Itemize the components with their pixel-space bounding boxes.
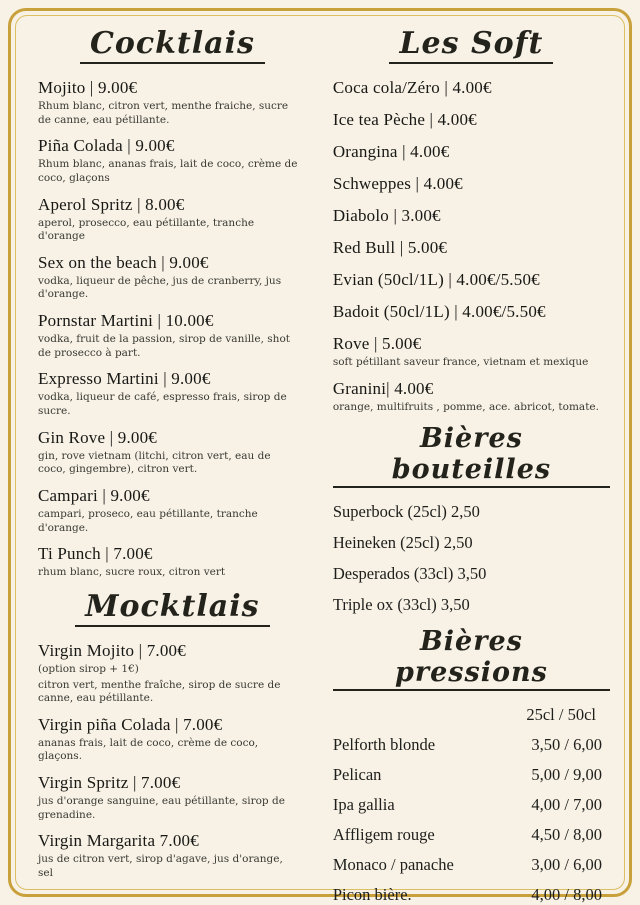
section-title-draft-beers-text: Bières pressions xyxy=(333,626,610,691)
menu-item-label: Evian (50cl/1L) | 4.00€/5.50€ xyxy=(332,270,540,289)
menu-item-desc: ananas frais, lait de coco, crème de coco, glaçons. xyxy=(38,736,259,763)
menu-item xyxy=(333,238,610,258)
menu-item-label: Affligem rouge xyxy=(332,825,435,845)
menu-item xyxy=(38,195,307,244)
menu-item-label: Pelforth blonde xyxy=(332,735,436,755)
menu-item xyxy=(333,206,610,226)
menu-item-label: Orangina | 4.00€ xyxy=(332,142,450,161)
menu-item xyxy=(38,253,307,302)
menu-item-prices: 4,00 / 7,00 xyxy=(531,795,602,815)
menu-item-label: Pornstar Martini | 10.00€ xyxy=(38,311,214,331)
menu-item-desc: jus de citron vert, sirop d'agave, jus d'orange, sel xyxy=(38,853,283,880)
menu-item-desc: vodka, liqueur de pêche, jus de cranberry, jus d'orange. xyxy=(38,274,282,301)
menu-item-desc: Rhum blanc, ananas frais, lait de coco, crème de coco, glaçons xyxy=(38,158,298,184)
menu-item xyxy=(333,795,610,815)
menu-item-label: Monaco / panache xyxy=(332,855,454,875)
menu-item xyxy=(333,78,610,98)
menu-item xyxy=(333,502,610,522)
menu-item-label: Triple ox (33cl) 3,50 xyxy=(332,595,470,615)
menu-item xyxy=(333,110,610,130)
menu-item-label: Ipa gallia xyxy=(332,795,395,815)
menu-item xyxy=(38,715,307,764)
menu-item xyxy=(38,641,307,706)
menu-item-label: Picon bière. xyxy=(332,885,412,905)
menu-item xyxy=(38,369,307,418)
menu-item-label: Heineken (25cl) 2,50 xyxy=(332,533,473,553)
menu-item-label: Gin Rove | 9.00€ xyxy=(38,427,157,447)
menu-item-label: Virgin piña Colada | 7.00€ xyxy=(38,714,223,734)
section-title-bottled-beers xyxy=(333,423,610,488)
section-title-softs xyxy=(333,26,610,64)
menu-item-label: Pelican xyxy=(332,765,382,785)
section-title-softs-text: Les Soft xyxy=(389,26,553,64)
menu-item-desc: gin, rove vietnam (litchi, citron vert, eau de coco, gingembre), citron vert. xyxy=(38,449,271,476)
section-title-mocktails xyxy=(38,589,307,627)
menu-item-label: Mojito | 9.00€ xyxy=(38,78,138,97)
menu-item xyxy=(333,735,610,755)
menu-item-label: Aperol Spritz | 8.00€ xyxy=(38,194,185,214)
menu-item xyxy=(333,564,610,584)
menu-item-desc: aperol, prosecco, eau pétillante, tranche d'orange xyxy=(38,216,255,243)
menu-item xyxy=(333,334,610,370)
menu-item xyxy=(38,831,307,880)
menu-item-label: Virgin Mojito | 7.00€ xyxy=(38,640,186,660)
menu-item-label: Piña Colada | 9.00€ xyxy=(38,136,175,156)
menu-item-desc: jus d'orange sanguine, eau pétillante, sirop de grenadine. xyxy=(38,795,285,821)
section-title-mocktails-text: Mocktlais xyxy=(75,589,269,627)
menu-item-prices: 3,00 / 6,00 xyxy=(531,855,602,875)
menu-item-label: Coca cola/Zéro | 4.00€ xyxy=(332,78,492,97)
menu-item xyxy=(333,533,610,553)
menu-item-label: Virgin Margarita 7.00€ xyxy=(38,831,199,851)
menu-item-label: Sex on the beach | 9.00€ xyxy=(38,252,209,272)
menu-item-desc: orange, multifruits , pomme, ace. abricot, tomate. xyxy=(332,400,599,413)
menu-item xyxy=(38,311,307,360)
menu-item-label: Diabolo | 3.00€ xyxy=(332,206,441,225)
menu-item xyxy=(333,270,610,290)
menu-item xyxy=(38,136,307,185)
menu-item-label: Schweppes | 4.00€ xyxy=(332,174,463,193)
menu-item xyxy=(333,855,610,875)
menu-item xyxy=(38,773,307,822)
menu-item-desc: vodka, fruit de la passion, sirop de vanille, shot de prosecco à part. xyxy=(38,333,290,359)
menu-item-desc: Rhum blanc, citron vert, menthe fraiche, sucre de canne, eau pétillante. xyxy=(38,100,289,126)
menu-item-prices: 5,00 / 9,00 xyxy=(531,765,602,785)
left-column xyxy=(38,20,307,891)
menu-item-desc: citron vert, menthe fraîche, sirop de sucre de canne, eau pétillante. xyxy=(38,678,281,705)
menu-item xyxy=(333,174,610,194)
menu-item-label: Ti Punch | 7.00€ xyxy=(38,544,153,564)
menu-item-label: Ice tea Pèche | 4.00€ xyxy=(332,110,477,129)
menu-item-label: Desperados (33cl) 3,50 xyxy=(332,564,487,584)
menu-item-label: Red Bull | 5.00€ xyxy=(332,238,448,257)
menu-item xyxy=(38,428,307,477)
menu-item xyxy=(333,142,610,162)
draft-size-header: 25cl / 50cl xyxy=(526,705,596,725)
menu-item xyxy=(333,379,610,415)
menu-item-desc: vodka, liqueur de café, espresso frais, sirop de sucre. xyxy=(38,391,287,418)
menu-item xyxy=(38,544,307,580)
menu-item xyxy=(333,765,610,785)
menu-item-label: Campari | 9.00€ xyxy=(38,485,150,505)
menu-item xyxy=(333,885,610,905)
menu-item-label: Granini| 4.00€ xyxy=(332,378,434,398)
menu-content xyxy=(38,20,610,905)
menu-item-desc: rhum blanc, sucre roux, citron vert xyxy=(38,566,226,579)
menu-item xyxy=(38,78,307,127)
section-title-bottled-beers-text: Bières bouteilles xyxy=(333,423,610,488)
menu-item-note: (option sirop + 1€) xyxy=(38,662,139,675)
menu-item xyxy=(38,486,307,535)
right-column xyxy=(332,20,610,905)
menu-item-prices: 3,50 / 6,00 xyxy=(531,735,602,755)
menu-item-prices: 4,50 / 8,00 xyxy=(531,825,602,845)
menu-item-label: Expresso Martini | 9.00€ xyxy=(38,369,211,389)
menu-item-desc: campari, proseco, eau pétillante, tranche d'orange. xyxy=(38,507,258,534)
menu-item-label: Superbock (25cl) 2,50 xyxy=(332,502,480,522)
menu-item xyxy=(333,302,610,322)
menu-item-label: Badoit (50cl/1L) | 4.00€/5.50€ xyxy=(332,302,546,321)
menu-item-label: Rove | 5.00€ xyxy=(332,334,422,353)
section-title-cocktails xyxy=(38,26,307,64)
menu-item-desc: soft pétillant saveur france, vietnam et mexique xyxy=(332,356,589,368)
menu-item-label: Virgin Spritz | 7.00€ xyxy=(38,773,181,793)
menu-item xyxy=(333,825,610,845)
menu-item-prices: 4,00 / 8,00 xyxy=(531,885,602,905)
section-title-draft-beers xyxy=(333,626,610,691)
menu-item xyxy=(333,595,610,615)
section-title-cocktails-text: Cocktlais xyxy=(80,26,265,64)
